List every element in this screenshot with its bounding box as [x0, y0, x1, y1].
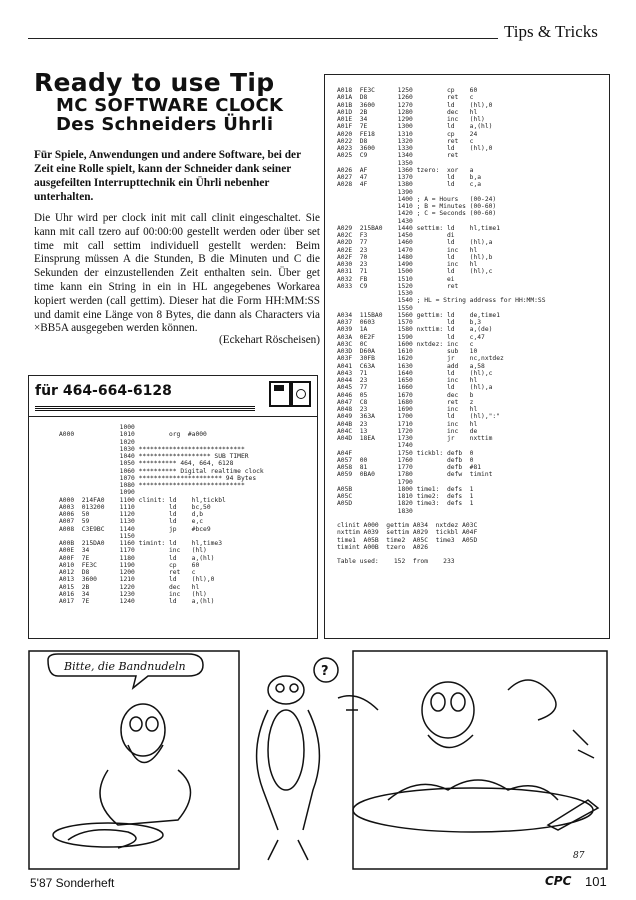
- disk-icon: [269, 381, 291, 407]
- article-subtitle-2: Des Schneiders Ührli: [56, 114, 274, 135]
- header-rule: [28, 38, 498, 39]
- cartoon-strip: [28, 650, 608, 872]
- article-body: Die Uhr wird per clock init mit call clinit eingeschaltet. Sie kann mit call tzero auf 00:00:00 gestellt werden oder über set time mit call settim individuell gestellt werden: Beim Einsprung müssen A die Stunden, B die Minuten und C die Sekunden der einzustellenden Zeit enthalten sein. Über get time kann ein String in ein in HL angegebenes Workarea kopiert werden (call gettim). Dieser hat die Form HH:MM:SS und damit eine Länge von 8 Bytes, die dann als Characters via ×BB5A ausgegeben werden können.: [34, 212, 320, 335]
- speech-text: Bitte, die Bandnudeln: [64, 660, 186, 673]
- section-label: Tips & Tricks: [504, 22, 598, 41]
- code-listing-left: [28, 375, 318, 639]
- artist-signature: 87: [573, 851, 585, 861]
- magazine-brand: CPC: [545, 874, 572, 888]
- issue-label: 5'87 Sonderheft: [30, 876, 115, 890]
- banner-stripes: [35, 406, 255, 412]
- assembly-code: A018 FE3C 1250 cp 60 A01A D8 1260 ret c A01B 3600 1270 ld (hl),0 A01D 2B 1280 dec hl A01E 34 1290 inc (hl) A01F 7E 1300 ld a,(hl) A020 FE18 1310 cp 24 A022 D8 1320 ret c A023 3600 1330 ld (hl),0 A025 C9 1340 ret 1350 A026 AF 1360 tzero: xor a A027 47 1370 ld b,a A028 4F 1380 ld c,a 1390 1400 ; A = Hours (00-24) 1410 ; B = Minutes (00-60) 1420 ; C = Seconds (00-60) 1430 A029 215BA0 1440 settim: ld hl,time1 A02C F3 1450 di A02D 77 1460 ld (hl),a A02E 23 1470 inc hl A02F 70 1480 ld (hl),b A030 23 1490 inc hl A031 71 1500 ld (hl),c A032 FB 1510 ei A033 C9 1520 ret 1530 1540 ; HL = String address for HH:MM:SS 1550 A034 115BA0 1560 gettim: ld de,time1 A037 0603 1570 ld b,3 A039 1A 1580 nxttim: ld a,(de) A03A 0E2F 1590 ld c,47 A03C 0C 1600 nxtdez: inc c A03D D60A 1610 sub 10 A03F 30FB 1620 jr nc,nxtdez A041 C63A 1630 add a,58 A043 71 1640 ld (hl),c A044 23 1650 inc hl A045 77 1660 ld (hl),a A046 05 1670 dec b A047 C8 1680 ret z A048 23 1690 inc hl A049 363A 1700 ld (hl),":" A04B 23 1710 inc hl A04C 13 1720 inc de A04D 18EA 1730 jr nxttim 1740 A04F 1750 tickbl: defb 0 A057 00 1760 defb 0 A058 81 1770 defb #81 A059 0BA0 1780 defw timint 1790 A05B 1800 time1: defs 1 A05C 1810 time2: defs 1 A05D 1820 time3: defs 1 1830 clinit A000 gettim A034 nxtdez A03C nxttim A039 settim A029 tickbl A04F time1 A05B time2 A05C time3 A05D timint A00B tzero A026 Table used: 152 from 233: [337, 87, 546, 566]
- cassette-icon: [291, 381, 311, 407]
- article-lead: Für Spiele, Anwendungen und andere Software, bei der Zeit eine Rolle spielt, kann der Schneider dank seiner ausgefeilten Interrupttechnik ein Ührli nebenher unterhalten.: [34, 149, 301, 203]
- article-subtitle: MC SOFTWARE CLOCK: [56, 95, 284, 116]
- page-number: 101: [585, 874, 607, 889]
- code-listing-right: [324, 74, 610, 639]
- assembly-code: 1000 A000 1010 org #a000 1020 1030 **************************** 1040 ******************* SUB TIMER 1050 ********** 464, 664, 6128 1060 ********** Digital realtime clock 1070 ********************** 94 Bytes 1080 **************************** 1090 A000 214FA0 1100 clinit: ld hl,tickbl A003 013200 1110 ld bc,50 A006 50 1120 ld d,b A007 59 1130 ld e,c A008 C3E9BC 1140 jp #bce9 1150 A00B 215DA0 1160 timint: ld hl,time3 A00E 34 1170 inc (hl) A00F 7E 1180 ld a,(hl) A010 FE3C 1190 cp 60 A012 D8 1200 ret c A013 3600 1210 ld (hl),0 A015 2B 1220 dec hl A016 34 1230 inc (hl) A017 7E 1240 ld a,(hl): [59, 424, 264, 605]
- question-mark: ?: [321, 664, 329, 679]
- platform-banner: [29, 376, 317, 417]
- cartoon-panel-3: [353, 651, 607, 869]
- article-title: Ready to use Tip: [34, 68, 275, 97]
- platform-banner-text: für 464-664-6128: [35, 383, 172, 399]
- article-author: (Eckehart Röscheisen): [219, 334, 320, 346]
